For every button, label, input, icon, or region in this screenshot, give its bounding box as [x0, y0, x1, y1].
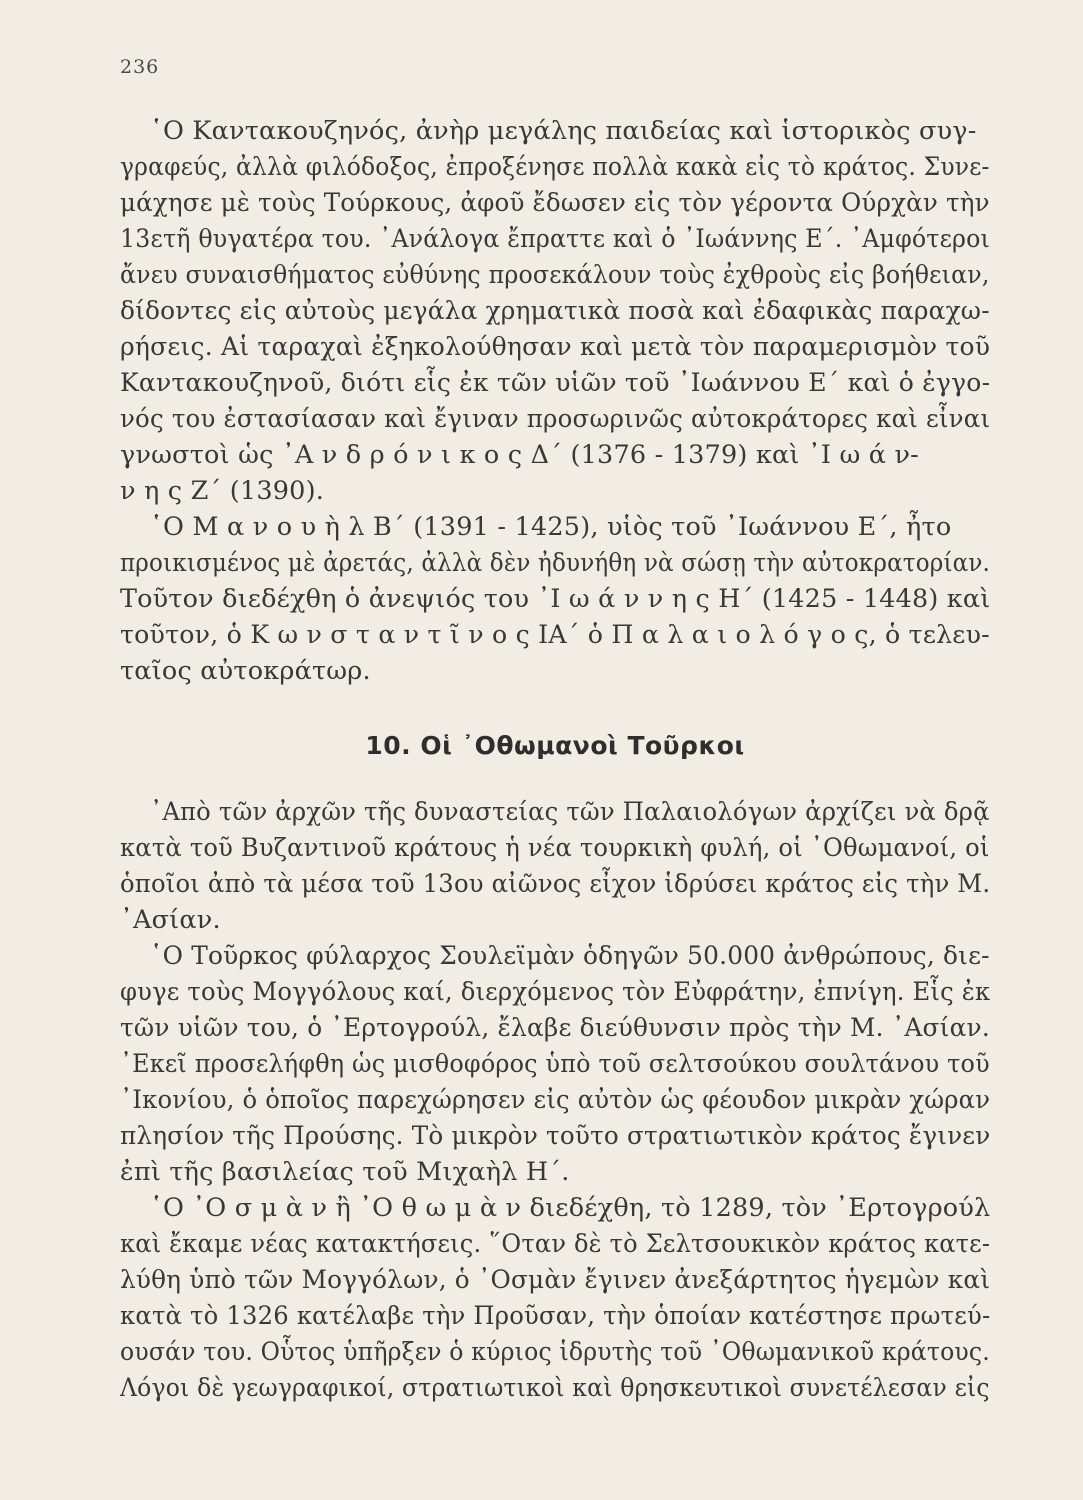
text-line: ἐπὶ τῆς βασιλείας τοῦ Μιχαὴλ Η΄. [120, 1157, 570, 1187]
text-line: μάχησε μὲ τοὺς Τούρκους, ἀφοῦ ἔδωσεν εἰς τὸν γέροντα Ούρχὰν τὴν [120, 188, 990, 218]
text-line: Καντακουζηνοῦ, διότι εἷς ἐκ τῶν υἱῶν τοῦ ᾿Ιωάννου Ε΄ καὶ ὁ ἐγγο- [120, 368, 991, 398]
text-line: προικισμένος μὲ ἀρετάς, ἀλλὰ δὲν ἠδυνήθη νὰ σώσῃ τὴν αὐτοκρατορίαν. [120, 548, 991, 578]
text-line: δίδοντες εἰς αὐτοὺς μεγάλα χρηματικὰ ποσὰ καὶ ἐδαφικὰς παραχω- [120, 296, 990, 326]
text-line: κατὰ τοῦ Βυζαντινοῦ κράτους ἡ νέα τουρκικὴ φυλή, οἱ ᾿Οθωμανοί, οἱ [120, 833, 990, 863]
text-line: ᾿Εκεῖ προσελήφθη ὡς μισθοφόρος ὑπὸ τοῦ σελτσούκου σουλτάνου τοῦ [120, 1049, 990, 1079]
section-heading: 10. Οἱ ᾿Οθωμανοὶ Τοῦρκοι [365, 731, 745, 760]
text-line: ὁποῖοι ἀπὸ τὰ μέσα τοῦ 13ου αἰῶνος εἶχον ἱδρύσει κράτος εἰς τὴν Μ. [120, 869, 991, 899]
text-line: ταῖος αὐτοκράτωρ. [120, 656, 371, 686]
text-line: ῾Ο Τοῦρκος φύλαρχος Σουλεϊμὰν ὁδηγῶν 50.000 ἀνθρώπους, διε- [150, 941, 990, 971]
text-line: 13ετῆ θυγατέρα του. ᾿Ανάλογα ἔπραττε καὶ ὁ ᾿Ιωάννης Ε΄. ᾿Αμφότεροι [120, 224, 991, 254]
text-line: ῾Ο Μ α ν ο υ ὴ λ Β΄ (1391 - 1425), υἱὸς τοῦ ᾿Ιωάννου Ε΄, ἦτο [150, 512, 952, 542]
text-line: λύθη ὑπὸ τῶν Μογγόλων, ὁ ᾿Οσμὰν ἔγινεν ἀνεξάρτητος ἡγεμὼν καὶ [120, 1265, 991, 1295]
text-line: ῾Ο Καντακουζηνός, ἀνὴρ μεγάλης παιδείας καὶ ἱστορικὸς συγ- [150, 116, 977, 146]
text-line: γραφεύς, ἀλλὰ φιλόδοξος, ἐπροξένησε πολλὰ κακὰ εἰς τὸ κράτος. Συνε- [120, 152, 990, 182]
text-line: ουσάν του. Οὗτος ὑπῆρξεν ὁ κύριος ἱδρυτὴς τοῦ ᾿Οθωμανικοῦ κράτους. [120, 1337, 990, 1367]
text-line: ᾿Ικονίου, ὁ ὁποῖος παρεχώρησεν εἰς αὐτὸν ὡς φέουδον μικρὰν χώραν [120, 1085, 991, 1115]
text-line: ρήσεις. Αἱ ταραχαὶ ἐξηκολούθησαν καὶ μετὰ τὸν παραμερισμὸν τοῦ [120, 332, 991, 362]
text-line: Λόγοι δὲ γεωγραφικοί, στρατιωτικοὶ καὶ θρησκευτικοὶ συνετέλεσαν εἰς [120, 1373, 990, 1403]
text-line: γνωστοὶ ὡς ᾿Α ν δ ρ ό ν ι κ ο ς Δ΄ (1376 - 1379) καὶ ᾿Ι ω ά ν- [120, 440, 920, 470]
text-line: ῾Ο ᾿Ο σ μ ὰ ν ἢ ᾿Ο θ ω μ ὰ ν διεδέχθη, τὸ 1289, τὸν ᾿Ερτογρούλ [150, 1193, 991, 1223]
text-line: ἄνευ συναισθήματος εὐθύνης προσεκάλουν τοὺς ἐχθροὺς εἰς βοήθειαν, [120, 260, 990, 290]
text-line: ᾿Απὸ τῶν ἀρχῶν τῆς δυναστείας τῶν Παλαιολόγων ἀρχίζει νὰ δρᾷ [150, 797, 990, 827]
text-line: κατὰ τὸ 1326 κατέλαβε τὴν Προῦσαν, τὴν ὁποίαν κατέστησε πρωτεύ- [120, 1301, 991, 1331]
text-line: ν η ς Ζ΄ (1390). [120, 476, 325, 506]
text-line: πλησίον τῆς Προύσης. Τὸ μικρὸν τοῦτο στρατιωτικὸν κράτος ἔγινεν [120, 1121, 991, 1151]
text-line: νός του ἐστασίασαν καὶ ἔγιναν προσωρινῶς αὐτοκράτορες καὶ εἶναι [120, 404, 991, 434]
text-line: καὶ ἔκαμε νέας κατακτήσεις. ῞Οταν δὲ τὸ Σελτσουκικὸν κράτος κατε- [120, 1229, 991, 1259]
text-line: τῶν υἱῶν του, ὁ ᾿Ερτογρούλ, ἔλαβε διεύθυνσιν πρὸς τὴν Μ. ᾿Ασίαν. [120, 1013, 990, 1043]
page-number: 236 [120, 56, 160, 78]
text-line: ᾿Ασίαν. [120, 905, 221, 935]
text-line: τοῦτον, ὁ Κ ω ν σ τ α ν τ ῖ ν ο ς ΙΑ΄ ὁ Π α λ α ι ο λ ό γ ο ς, ὁ τελευ- [120, 620, 990, 650]
text-line: φυγε τοὺς Μογγόλους καί, διερχόμενος τὸν Εὐφράτην, ἐπνίγη. Εἷς ἐκ [120, 977, 991, 1007]
text-line: Τοῦτον διεδέχθη ὁ ἀνεψιός του ᾿Ι ω ά ν ν η ς Η΄ (1425 - 1448) καὶ [120, 584, 991, 614]
